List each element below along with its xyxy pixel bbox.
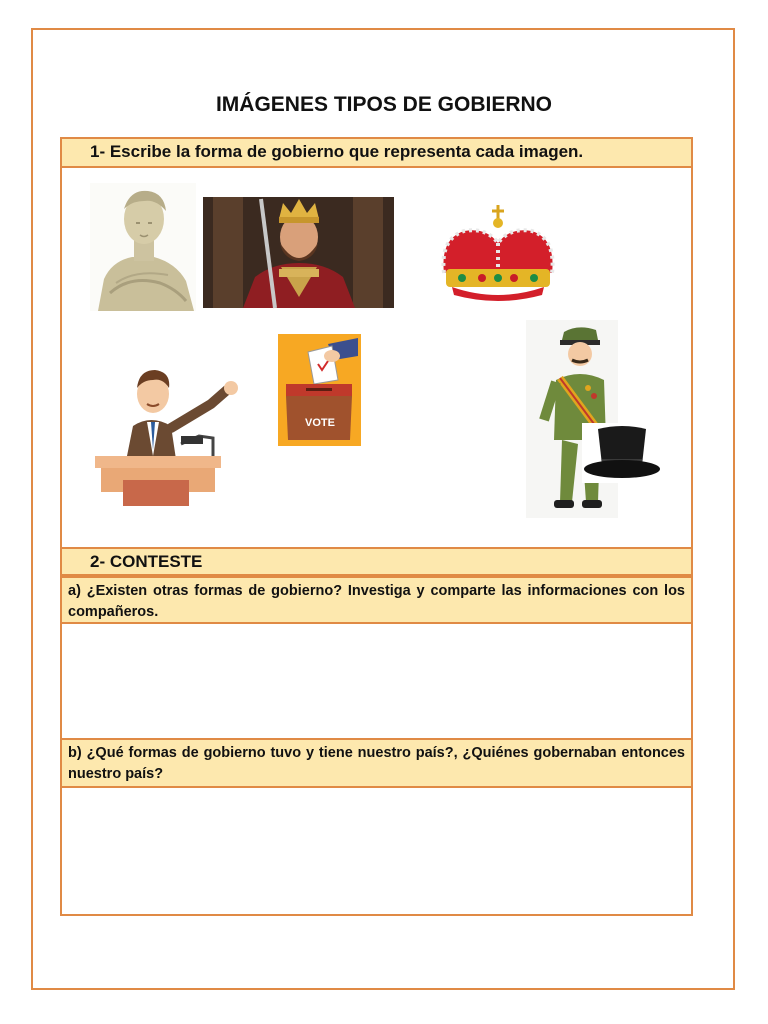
royal-crown-icon bbox=[430, 203, 566, 303]
president-speaker-icon bbox=[93, 356, 243, 506]
answer-area-b[interactable] bbox=[62, 788, 691, 914]
ballot-box-icon bbox=[278, 334, 361, 446]
question-a: a) ¿Existen otras formas de gobierno? Investiga y comparte las informaciones con los compañeros. bbox=[62, 576, 691, 624]
answer-area-a[interactable] bbox=[62, 624, 691, 738]
page-title: IMÁGENES TIPOS DE GOBIERNO bbox=[215, 93, 553, 116]
question-b: b) ¿Qué formas de gobierno tuvo y tiene nuestro país?, ¿Quiénes gobernaban entonces nuestro país? bbox=[62, 738, 691, 788]
section1-heading: 1- Escribe la forma de gobierno que representa cada imagen. bbox=[62, 139, 691, 168]
roman-emperor-bust-icon bbox=[90, 183, 196, 311]
top-hat-icon bbox=[582, 423, 662, 483]
medieval-king-portrait-icon bbox=[203, 197, 394, 308]
section2-heading: 2- CONTESTE bbox=[62, 547, 691, 576]
ballot-vote-label: VOTE bbox=[305, 417, 335, 429]
military-dictator-icon bbox=[526, 320, 618, 518]
